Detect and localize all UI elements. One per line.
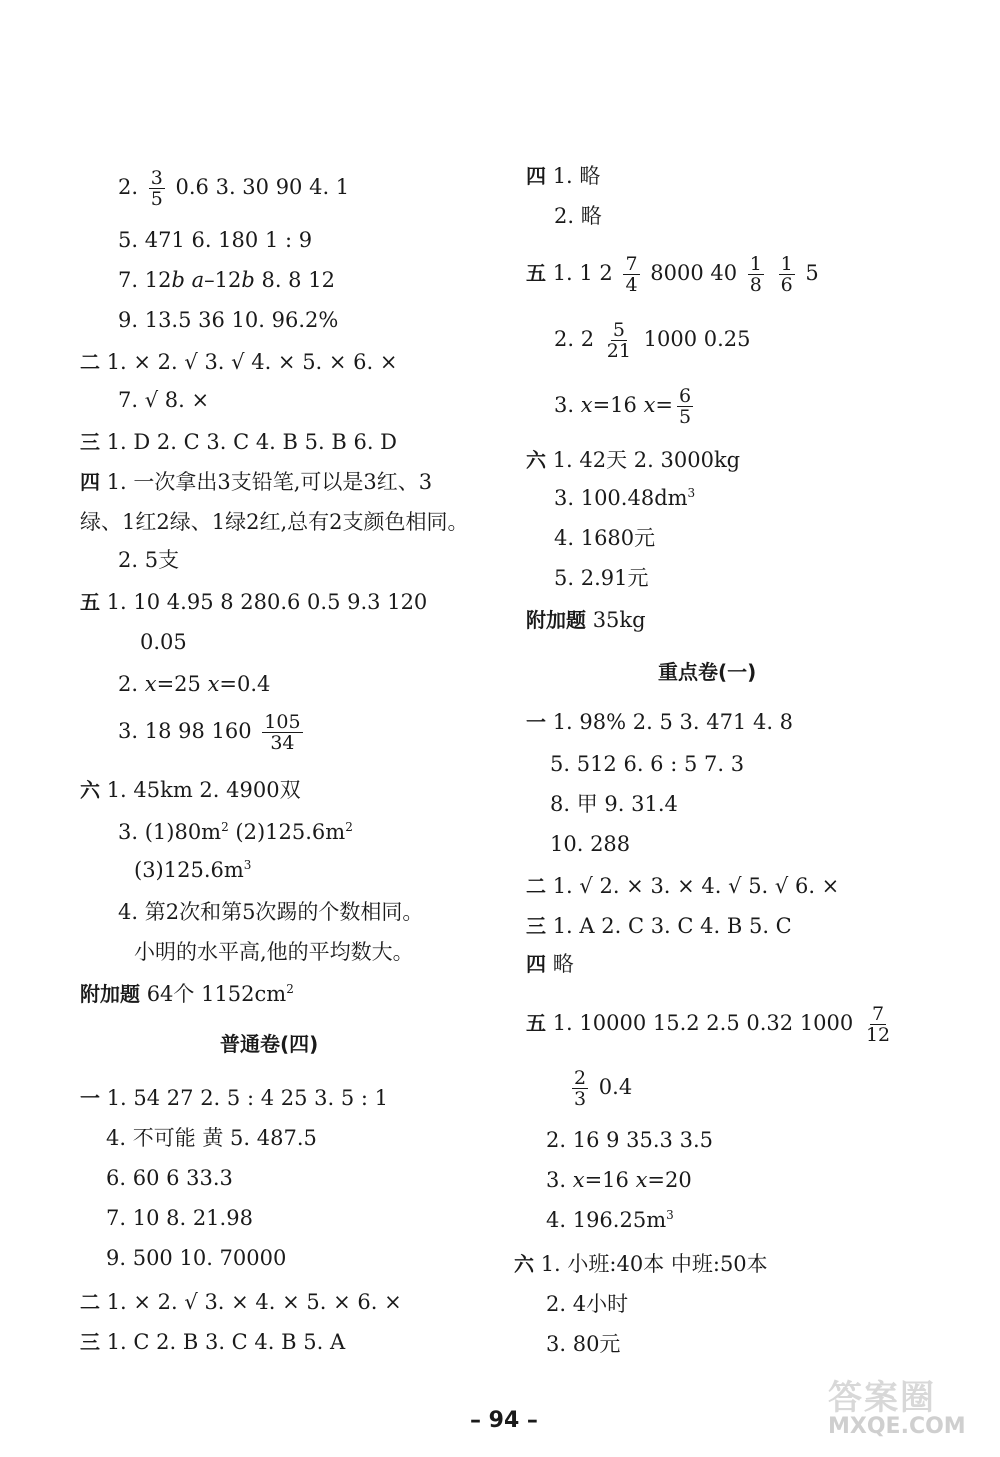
answer-text: 1. 小班:40本 中班:50本: [540, 1252, 768, 1276]
variable: a: [191, 268, 205, 292]
fraction-numerator: 7: [625, 253, 638, 275]
answer-text: =: [655, 393, 674, 417]
answer-line: 3. 80元: [546, 1332, 621, 1356]
answer-text: 3.: [554, 393, 581, 417]
fraction: [623, 254, 639, 295]
answer-line: [554, 320, 751, 361]
answer-line: [118, 818, 353, 846]
answer-text: 1. 54 27 2. 5 : 4 25 3. 5 : 1: [106, 1086, 388, 1110]
fraction: [605, 320, 633, 361]
variable: x: [643, 393, 656, 417]
answer-line: 9. 13.5 36 10. 96.2%: [118, 308, 339, 332]
answer-line: [568, 1068, 632, 1109]
answer-text: 1. × 2. √ 3. √ 4. × 5. × 6. ×: [106, 350, 398, 374]
answer-line: [546, 1206, 674, 1234]
fraction-numerator: 1: [749, 253, 762, 275]
answer-line: [80, 348, 397, 376]
answer-line: [80, 1328, 345, 1356]
answer-text: 8. 8 12: [254, 268, 335, 292]
answer-text: –12: [204, 268, 242, 292]
section-label: 六: [514, 1252, 534, 1276]
answer-text: (3)125.6m: [134, 858, 244, 882]
answer-line: [554, 386, 697, 427]
section-label: 附加题: [526, 608, 586, 632]
answer-line: [526, 708, 793, 736]
fraction-numerator: 3: [150, 167, 163, 189]
answer-text: 3. 100.48dm: [554, 486, 688, 510]
answer-line: 2. 略: [554, 204, 602, 228]
fraction-numerator: 7: [872, 1003, 885, 1025]
answer-line: 4. 不可能 黄 5. 487.5: [106, 1126, 317, 1150]
section-label: 四: [526, 164, 546, 188]
answer-line: [526, 446, 740, 474]
section-title: 重点卷(一): [658, 660, 757, 684]
fraction: [779, 254, 795, 295]
answer-line: 5. 512 6. 6 : 5 7. 3: [550, 752, 745, 776]
answer-text: =25: [156, 672, 208, 696]
answer-line: [526, 950, 574, 978]
superscript: 2: [221, 820, 229, 834]
section-label: 三: [80, 430, 100, 454]
answer-line: [546, 1166, 692, 1194]
watermark-url: MXQE.COM: [828, 1414, 966, 1439]
answer-text: 2. 2: [554, 327, 595, 351]
answer-line: [118, 712, 307, 753]
answer-line: 5. 471 6. 180 1 : 9: [118, 228, 313, 252]
answer-line: 5. 2.91元: [554, 566, 649, 590]
answer-text: 64个 1152cm: [146, 982, 287, 1006]
answer-text: 0.6 3. 30 90 4. 1: [175, 175, 350, 199]
fraction-numerator: 6: [679, 385, 692, 407]
answer-line: 绿、1红2绿、1绿2红,总有2支颜色相同。: [80, 510, 469, 534]
spacer: [185, 268, 192, 292]
fraction-denominator: 21: [606, 340, 631, 362]
answer-text: 1. C 2. B 3. C 4. B 5. A: [106, 1330, 346, 1354]
section-label: 六: [80, 778, 100, 802]
variable: x: [207, 672, 220, 696]
fraction-denominator: 5: [150, 188, 163, 210]
answer-text: 3. 18 98 160: [118, 719, 252, 743]
answer-text: 5: [805, 261, 819, 285]
answer-text: 1. 10 4.95 8 280.6 0.5 9.3 120: [106, 590, 428, 614]
answer-text: 1. 45km 2. 4900双: [106, 778, 301, 802]
section-label: 五: [526, 1011, 546, 1035]
answer-line: 7. √ 8. ×: [118, 388, 210, 412]
answer-line: [526, 1004, 896, 1045]
answer-line: [118, 670, 270, 698]
variable: x: [572, 1168, 585, 1192]
superscript: 3: [687, 486, 696, 500]
answer-line: [134, 856, 251, 884]
answer-line: 4. 1680元: [554, 526, 656, 550]
watermark-logo: [828, 1370, 988, 1448]
answer-text: 8000 40: [650, 261, 738, 285]
section-label: 三: [526, 914, 546, 938]
answer-text: 1. D 2. C 3. C 4. B 5. B 6. D: [106, 430, 398, 454]
fraction-numerator: 105: [264, 711, 301, 733]
section-label: 四: [526, 952, 546, 976]
answer-text: 1. A 2. C 3. C 4. B 5. C: [552, 914, 792, 938]
answer-text: =0.4: [219, 672, 271, 696]
answer-line: [80, 980, 294, 1008]
answer-line: 8. 甲 9. 31.4: [550, 792, 678, 816]
fraction-denominator: 5: [679, 406, 692, 428]
fraction: [149, 168, 165, 209]
answer-line: [526, 162, 600, 190]
superscript: 3: [243, 858, 252, 872]
answer-line: [80, 428, 397, 456]
answer-line: [80, 468, 432, 496]
answer-text: 1. 1 2: [552, 261, 613, 285]
answer-line: 4. 第2次和第5次踢的个数相同。: [118, 900, 424, 924]
fraction-denominator: 6: [780, 274, 793, 296]
fraction: [864, 1004, 892, 1045]
variable: x: [580, 393, 593, 417]
variable: x: [635, 1168, 648, 1192]
fraction-denominator: 34: [270, 732, 295, 754]
section-label: 五: [80, 590, 100, 614]
answer-text: 1. 42天 2. 3000kg: [552, 448, 741, 472]
fraction: [677, 386, 693, 427]
section-label: 附加题: [80, 982, 140, 1006]
answer-text: 35kg: [592, 608, 646, 632]
fraction-denominator: 12: [865, 1024, 891, 1046]
answer-line: 7. 10 8. 21.98: [106, 1206, 253, 1230]
answer-text: 1. √ 2. × 3. × 4. √ 5. √ 6. ×: [552, 874, 840, 898]
answer-text: 3.: [546, 1168, 573, 1192]
answer-line: 2. 4小时: [546, 1292, 629, 1316]
answer-text: =20: [647, 1168, 692, 1192]
answer-line: 9. 500 10. 70000: [106, 1246, 287, 1270]
fraction: [262, 712, 302, 753]
variable: x: [144, 672, 157, 696]
answer-text: (2)125.6m: [228, 820, 346, 844]
section-label: 一: [80, 1086, 100, 1110]
section-label: 二: [526, 874, 546, 898]
section-title: 普通卷(四): [220, 1032, 319, 1056]
answer-text: =16: [584, 1168, 636, 1192]
superscript: 2: [345, 820, 353, 834]
answer-line: 2. 16 9 35.3 3.5: [546, 1128, 713, 1152]
answer-line: [80, 1084, 388, 1112]
fraction-numerator: 1: [780, 253, 793, 275]
fraction: [572, 1068, 588, 1109]
superscript: 2: [286, 982, 294, 996]
section-label: 一: [526, 710, 546, 734]
answer-line: 6. 60 6 33.3: [106, 1166, 233, 1190]
answer-line: [526, 254, 819, 295]
answer-text: 1. 10000 15.2 2.5 0.32 1000: [552, 1011, 854, 1035]
answer-text: 1. × 2. √ 3. × 4. × 5. × 6. ×: [106, 1290, 402, 1314]
answer-text: 略: [552, 952, 574, 976]
fraction-denominator: 8: [749, 274, 762, 296]
answer-text: 2.: [118, 672, 145, 696]
section-label: 二: [80, 1290, 100, 1314]
variable: b: [171, 268, 185, 292]
section-label: 六: [526, 448, 546, 472]
fraction-numerator: 5: [612, 319, 625, 341]
answer-line: 10. 288: [550, 832, 631, 856]
answer-text: 1. 略: [552, 164, 601, 188]
answer-text: =16: [592, 393, 644, 417]
answer-line: 2. 5支: [118, 548, 180, 572]
answer-text: 3. (1)80m: [118, 820, 222, 844]
superscript: 3: [666, 1208, 674, 1222]
fraction-denominator: 3: [574, 1088, 587, 1110]
answer-line: [80, 1288, 402, 1316]
answer-text: 1. 98% 2. 5 3. 471 4. 8: [552, 710, 794, 734]
answer-line: [80, 776, 301, 804]
fraction-denominator: 4: [625, 274, 638, 296]
answer-text: 2.: [118, 175, 139, 199]
answer-line: [118, 266, 335, 294]
answer-line: 小明的水平高,他的平均数大。: [134, 940, 414, 964]
section-label: 二: [80, 350, 100, 374]
section-label: 三: [80, 1330, 100, 1354]
section-label: 四: [80, 470, 100, 494]
answer-line: [554, 484, 695, 512]
answer-text: 4. 196.25m: [546, 1208, 667, 1232]
answer-line: [526, 606, 646, 634]
fraction: [748, 254, 764, 295]
answer-line: [526, 912, 792, 940]
section-label: 五: [526, 261, 546, 285]
answer-line: [118, 168, 349, 209]
answer-line: [526, 872, 839, 900]
answer-line: 0.05: [140, 630, 187, 654]
answer-text: 0.4: [598, 1075, 633, 1099]
answer-text: 1. 一次拿出3支铅笔,可以是3红、3: [106, 470, 433, 494]
fraction-numerator: 2: [574, 1067, 587, 1089]
watermark-text: 答案圈: [828, 1378, 936, 1418]
variable: b: [241, 268, 255, 292]
answer-line: [514, 1250, 768, 1278]
answer-text: 1000 0.25: [643, 327, 751, 351]
answer-line: [80, 588, 427, 616]
page-number: – 94 –: [470, 1408, 538, 1433]
answer-text: 7. 12: [118, 268, 172, 292]
